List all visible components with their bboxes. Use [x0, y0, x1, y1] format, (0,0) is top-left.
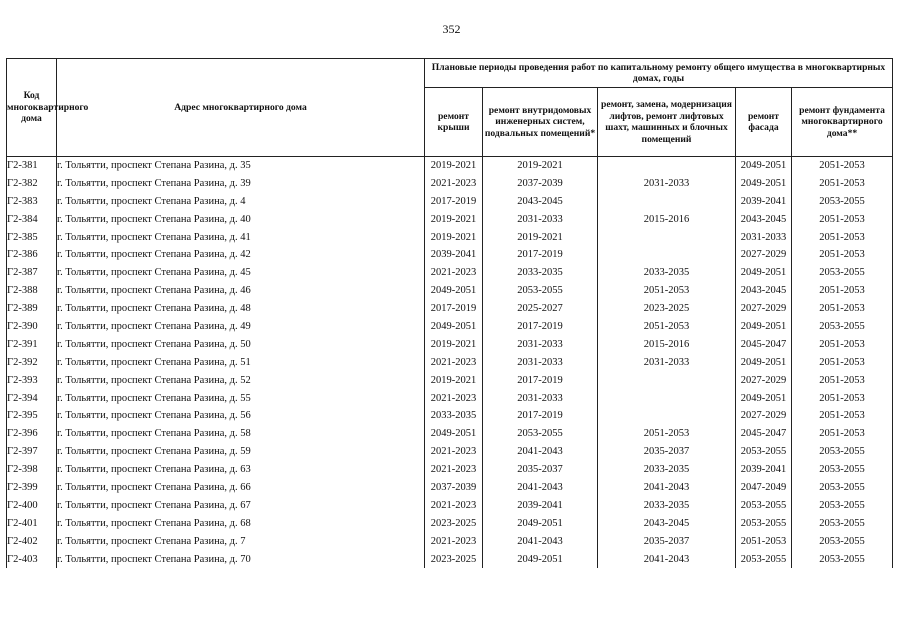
cell-internal-systems: 2031-2033 [483, 211, 598, 229]
table-row [7, 461, 893, 479]
cell-address: г. Тольятти, проспект Степана Разина, д. 55 [57, 390, 425, 408]
cell-internal-systems: 2053-2055 [483, 282, 598, 300]
table-row [7, 264, 893, 282]
cell-code: Г2-386 [7, 246, 57, 264]
cell-address: г. Тольятти, проспект Степана Разина, д. 46 [57, 282, 425, 300]
table-row [7, 407, 893, 425]
header-internal-systems: ремонт внутридомовых инженерных систем, подвальных помещений* [483, 88, 598, 157]
cell-roof: 2021-2023 [425, 461, 483, 479]
table-row [7, 479, 893, 497]
cell-facade: 2039-2041 [736, 193, 792, 211]
cell-address: г. Тольятти, проспект Степана Разина, д. 48 [57, 300, 425, 318]
cell-address: г. Тольятти, проспект Степана Разина, д. 63 [57, 461, 425, 479]
cell-lifts: 2023-2025 [598, 300, 736, 318]
cell-code: Г2-389 [7, 300, 57, 318]
cell-roof: 2021-2023 [425, 390, 483, 408]
cell-code: Г2-391 [7, 336, 57, 354]
cell-facade: 2039-2041 [736, 461, 792, 479]
cell-foundation: 2053-2055 [792, 264, 893, 282]
cell-foundation: 2051-2053 [792, 282, 893, 300]
table-row [7, 246, 893, 264]
cell-code: Г2-383 [7, 193, 57, 211]
header-foundation: ремонт фундамента многоквартирного дома** [792, 88, 893, 157]
cell-address: г. Тольятти, проспект Степана Разина, д. 56 [57, 407, 425, 425]
cell-roof: 2019-2021 [425, 372, 483, 390]
cell-roof: 2023-2025 [425, 515, 483, 533]
table-row [7, 497, 893, 515]
cell-lifts: 2051-2053 [598, 425, 736, 443]
cell-lifts: 2051-2053 [598, 282, 736, 300]
cell-roof: 2039-2041 [425, 246, 483, 264]
cell-internal-systems: 2031-2033 [483, 390, 598, 408]
header-periods: Плановые периоды проведения работ по капитальному ремонту общего имущества в многоквартирных домах, годы [425, 59, 893, 88]
cell-code: Г2-382 [7, 175, 57, 193]
cell-facade: 2047-2049 [736, 479, 792, 497]
cell-lifts [598, 246, 736, 264]
cell-code: Г2-384 [7, 211, 57, 229]
cell-code: Г2-392 [7, 354, 57, 372]
cell-facade: 2053-2055 [736, 515, 792, 533]
table-row [7, 211, 893, 229]
cell-address: г. Тольятти, проспект Степана Разина, д. 35 [57, 157, 425, 175]
cell-internal-systems: 2049-2051 [483, 515, 598, 533]
cell-foundation: 2053-2055 [792, 533, 893, 551]
cell-roof: 2037-2039 [425, 479, 483, 497]
cell-lifts: 2015-2016 [598, 336, 736, 354]
cell-facade: 2049-2051 [736, 175, 792, 193]
cell-facade: 2045-2047 [736, 425, 792, 443]
cell-code: Г2-402 [7, 533, 57, 551]
cell-roof: 2019-2021 [425, 157, 483, 175]
cell-code: Г2-403 [7, 551, 57, 569]
table-body [7, 157, 893, 569]
cell-roof: 2017-2019 [425, 300, 483, 318]
cell-address: г. Тольятти, проспект Степана Разина, д. 58 [57, 425, 425, 443]
cell-foundation: 2051-2053 [792, 211, 893, 229]
cell-internal-systems: 2041-2043 [483, 443, 598, 461]
cell-internal-systems: 2019-2021 [483, 157, 598, 175]
cell-internal-systems: 2037-2039 [483, 175, 598, 193]
cell-roof: 2021-2023 [425, 533, 483, 551]
cell-facade: 2053-2055 [736, 551, 792, 569]
cell-address: г. Тольятти, проспект Степана Разина, д. 49 [57, 318, 425, 336]
cell-lifts [598, 390, 736, 408]
cell-roof: 2019-2021 [425, 211, 483, 229]
cell-foundation: 2053-2055 [792, 497, 893, 515]
cell-foundation: 2051-2053 [792, 336, 893, 354]
cell-facade: 2051-2053 [736, 533, 792, 551]
cell-facade: 2049-2051 [736, 157, 792, 175]
header-code: Код многоквартирного дома [7, 59, 57, 157]
cell-lifts: 2031-2033 [598, 175, 736, 193]
table-row [7, 229, 893, 247]
cell-roof: 2033-2035 [425, 407, 483, 425]
cell-code: Г2-388 [7, 282, 57, 300]
cell-foundation: 2053-2055 [792, 515, 893, 533]
cell-internal-systems: 2041-2043 [483, 479, 598, 497]
cell-internal-systems: 2035-2037 [483, 461, 598, 479]
cell-address: г. Тольятти, проспект Степана Разина, д. 41 [57, 229, 425, 247]
cell-internal-systems: 2017-2019 [483, 318, 598, 336]
cell-facade: 2049-2051 [736, 264, 792, 282]
cell-foundation: 2053-2055 [792, 461, 893, 479]
table-row [7, 443, 893, 461]
cell-internal-systems: 2049-2051 [483, 551, 598, 569]
cell-lifts: 2031-2033 [598, 354, 736, 372]
cell-facade: 2053-2055 [736, 497, 792, 515]
cell-facade: 2043-2045 [736, 282, 792, 300]
cell-address: г. Тольятти, проспект Степана Разина, д. 7 [57, 533, 425, 551]
cell-lifts [598, 229, 736, 247]
cell-code: Г2-395 [7, 407, 57, 425]
table-row [7, 533, 893, 551]
cell-foundation: 2051-2053 [792, 354, 893, 372]
cell-roof: 2049-2051 [425, 282, 483, 300]
cell-foundation: 2053-2055 [792, 551, 893, 569]
cell-facade: 2031-2033 [736, 229, 792, 247]
table-row [7, 354, 893, 372]
cell-internal-systems: 2041-2043 [483, 533, 598, 551]
cell-lifts [598, 407, 736, 425]
table-row [7, 551, 893, 569]
cell-roof: 2023-2025 [425, 551, 483, 569]
cell-code: Г2-390 [7, 318, 57, 336]
header-address: Адрес многоквартирного дома [57, 59, 425, 157]
cell-code: Г2-398 [7, 461, 57, 479]
cell-internal-systems: 2033-2035 [483, 264, 598, 282]
cell-internal-systems: 2053-2055 [483, 425, 598, 443]
cell-address: г. Тольятти, проспект Степана Разина, д. 66 [57, 479, 425, 497]
cell-foundation: 2051-2053 [792, 229, 893, 247]
cell-address: г. Тольятти, проспект Степана Разина, д. 39 [57, 175, 425, 193]
table-row [7, 300, 893, 318]
cell-facade: 2027-2029 [736, 407, 792, 425]
cell-internal-systems: 2031-2033 [483, 354, 598, 372]
cell-roof: 2021-2023 [425, 354, 483, 372]
cell-foundation: 2051-2053 [792, 407, 893, 425]
capital-repair-table [6, 58, 893, 568]
table-header [7, 59, 893, 157]
page-number: 352 [442, 22, 461, 36]
cell-internal-systems: 2043-2045 [483, 193, 598, 211]
cell-code: Г2-400 [7, 497, 57, 515]
table-row [7, 318, 893, 336]
cell-internal-systems: 2017-2019 [483, 246, 598, 264]
cell-foundation: 2051-2053 [792, 246, 893, 264]
cell-lifts: 2051-2053 [598, 318, 736, 336]
cell-lifts: 2043-2045 [598, 515, 736, 533]
cell-roof: 2049-2051 [425, 318, 483, 336]
cell-lifts [598, 372, 736, 390]
cell-lifts: 2015-2016 [598, 211, 736, 229]
cell-lifts: 2041-2043 [598, 551, 736, 569]
cell-roof: 2019-2021 [425, 336, 483, 354]
cell-internal-systems: 2017-2019 [483, 372, 598, 390]
table-row [7, 157, 893, 175]
cell-code: Г2-385 [7, 229, 57, 247]
table-row [7, 390, 893, 408]
cell-facade: 2049-2051 [736, 390, 792, 408]
header-roof: ремонт крыши [425, 88, 483, 157]
cell-foundation: 2053-2055 [792, 443, 893, 461]
cell-foundation: 2051-2053 [792, 157, 893, 175]
cell-address: г. Тольятти, проспект Степана Разина, д. 42 [57, 246, 425, 264]
cell-roof: 2021-2023 [425, 497, 483, 515]
cell-address: г. Тольятти, проспект Степана Разина, д. 51 [57, 354, 425, 372]
cell-internal-systems: 2025-2027 [483, 300, 598, 318]
cell-foundation: 2051-2053 [792, 425, 893, 443]
cell-address: г. Тольятти, проспект Степана Разина, д. 40 [57, 211, 425, 229]
cell-code: Г2-401 [7, 515, 57, 533]
table-row [7, 515, 893, 533]
cell-foundation: 2053-2055 [792, 193, 893, 211]
cell-address: г. Тольятти, проспект Степана Разина, д. 45 [57, 264, 425, 282]
cell-facade: 2043-2045 [736, 211, 792, 229]
cell-lifts: 2041-2043 [598, 479, 736, 497]
header-facade: ремонт фасада [736, 88, 792, 157]
cell-address: г. Тольятти, проспект Степана Разина, д. 59 [57, 443, 425, 461]
cell-code: Г2-381 [7, 157, 57, 175]
cell-foundation: 2051-2053 [792, 372, 893, 390]
cell-lifts: 2035-2037 [598, 443, 736, 461]
cell-code: Г2-396 [7, 425, 57, 443]
cell-facade: 2045-2047 [736, 336, 792, 354]
cell-address: г. Тольятти, проспект Степана Разина, д. 4 [57, 193, 425, 211]
cell-internal-systems: 2031-2033 [483, 336, 598, 354]
cell-lifts: 2035-2037 [598, 533, 736, 551]
cell-facade: 2049-2051 [736, 318, 792, 336]
cell-address: г. Тольятти, проспект Степана Разина, д. 68 [57, 515, 425, 533]
cell-roof: 2017-2019 [425, 193, 483, 211]
cell-foundation: 2053-2055 [792, 318, 893, 336]
cell-foundation: 2051-2053 [792, 175, 893, 193]
cell-facade: 2027-2029 [736, 372, 792, 390]
table-row [7, 193, 893, 211]
cell-code: Г2-397 [7, 443, 57, 461]
cell-facade: 2027-2029 [736, 246, 792, 264]
cell-lifts: 2033-2035 [598, 497, 736, 515]
cell-internal-systems: 2019-2021 [483, 229, 598, 247]
cell-internal-systems: 2039-2041 [483, 497, 598, 515]
cell-facade: 2027-2029 [736, 300, 792, 318]
cell-code: Г2-394 [7, 390, 57, 408]
cell-internal-systems: 2017-2019 [483, 407, 598, 425]
cell-lifts [598, 157, 736, 175]
cell-code: Г2-399 [7, 479, 57, 497]
cell-lifts: 2033-2035 [598, 264, 736, 282]
cell-lifts: 2033-2035 [598, 461, 736, 479]
header-lifts: ремонт, замена, модернизация лифтов, ремонт лифтовых шахт, машинных и блочных помещений [598, 88, 736, 157]
cell-roof: 2019-2021 [425, 229, 483, 247]
cell-roof: 2021-2023 [425, 175, 483, 193]
cell-roof: 2049-2051 [425, 425, 483, 443]
cell-lifts [598, 193, 736, 211]
table-row [7, 282, 893, 300]
cell-facade: 2053-2055 [736, 443, 792, 461]
cell-address: г. Тольятти, проспект Степана Разина, д. 70 [57, 551, 425, 569]
table-row [7, 175, 893, 193]
cell-foundation: 2051-2053 [792, 390, 893, 408]
cell-roof: 2021-2023 [425, 264, 483, 282]
cell-code: Г2-387 [7, 264, 57, 282]
cell-code: Г2-393 [7, 372, 57, 390]
table-row [7, 336, 893, 354]
cell-address: г. Тольятти, проспект Степана Разина, д. 50 [57, 336, 425, 354]
cell-facade: 2049-2051 [736, 354, 792, 372]
cell-foundation: 2051-2053 [792, 300, 893, 318]
table-row [7, 425, 893, 443]
cell-address: г. Тольятти, проспект Степана Разина, д. 52 [57, 372, 425, 390]
table-row [7, 372, 893, 390]
cell-roof: 2021-2023 [425, 443, 483, 461]
cell-foundation: 2053-2055 [792, 479, 893, 497]
cell-address: г. Тольятти, проспект Степана Разина, д. 67 [57, 497, 425, 515]
